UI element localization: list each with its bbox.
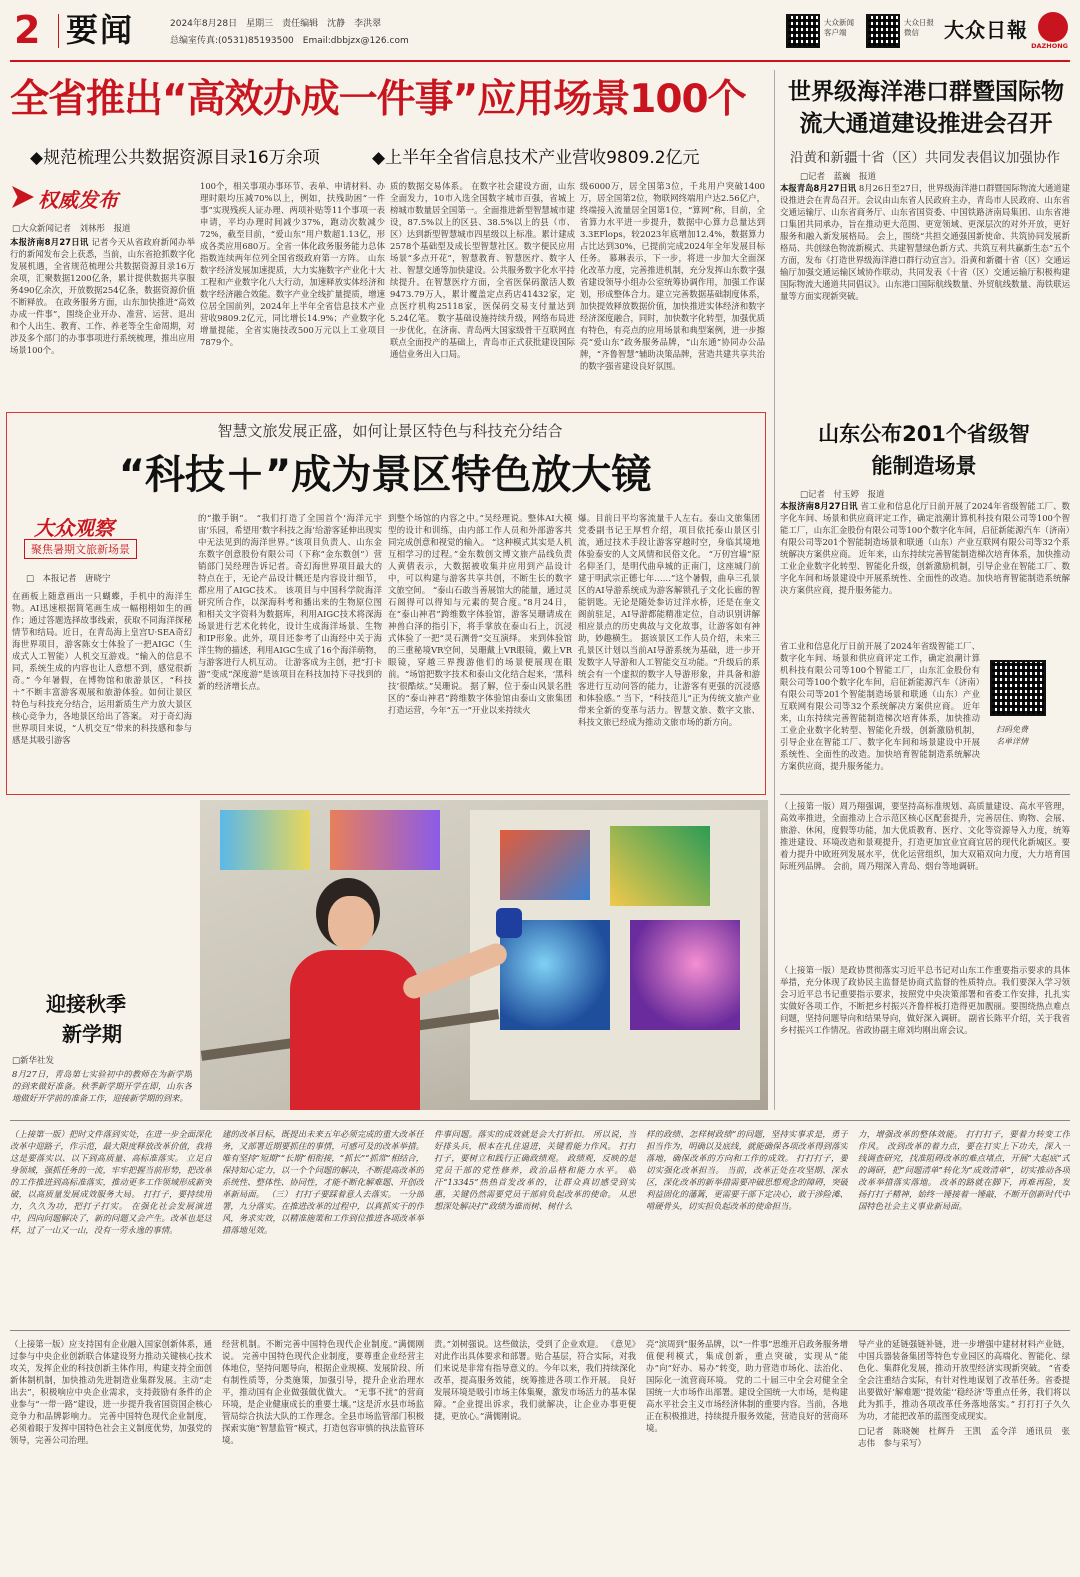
qr-caption-news-app: 大众新闻 客户端 [824,18,854,37]
right-mid-byline: □记者 付玉婷 报道 [800,490,885,500]
bottom-continued-col-5 [858,1338,1070,1570]
right-mid-extra-2: （上接第一版）是政协贯彻落实习近平总书记对山东工作重要指示要求的具体举措，充分体现了政协民主监督是协商式监督的性质特点。我们要深入学习领会习近平总书记重要指示要求，按照党中央决策部署和省委工作安排，扎扎实实做好各项工作，不断把乡村振兴齐鲁样板打造得更加靓丽。要围绕热点难点问题，坚持问题导向和结果导向，做好深入调研。 副省长陈平介绍，关于我省乡村振兴工作情况。省政协副主席刘均刚出席会议。 [780,965,1070,1035]
lead-byline: □大众新闻记者 刘林彤 报道 [12,224,131,234]
news-photo [200,800,768,1110]
bottom-commentary-col-3: 件事问题。落实的成效就是会大打折扣。 所以说，当好排头兵，根本在扎住退进，关键看能力作风。 打打打子，要树立和践行正确政绩观。 政绩观，反映的是党员干部的党性修养，政治品格和能力水平。 临汗“13345”热热首发改革的，让群众真切感受到实惠，关键仍然需要党员干部肩负起改革的使命。 从思想深处解决打“政绩为谁而树、树什么 [434,1129,636,1211]
photo-artwork-2 [610,826,710,906]
photo-cloth [496,908,522,938]
photo-title-1: 迎接秋季 [46,992,126,1016]
feature-kicker: 智慧文旅发展正盛，如何让景区特色与科技充分结合 [217,422,563,440]
feature-col-2: 的“撒手锏”。 “我们打造了全国首个‘海洋元宇宙’乐园，希望用‘数字科技之海’给游客延伸出现实中无法见到的海洋世界。”该项目负责人、山东金东数字创意股份有限公司（下称“金东数创”）营销部门吴经理告诉记者。奇幻海世界项目最大的特点在于，无论产品设计概还是内容设计细节，都应用了AIGC技术。 该项目与中国科学院海洋研究所合作，以深海科考和播出来的生物原位图和相关文字资料为数据库，利用AIGC技术将深海场景进行艺术化转化，设计生成海洋场景、生物和IP形象。此外，项目还参考了山海经中关于海洋生物的描述，利用AIGC生成了16个海洋萌物，与游客进行人机互动。 让游客成为主创，把“打卡游”变成“深度游”是该项目在科技加持下寻找到的新的经济增长点。 [198,513,382,691]
bottom-rule-2 [10,1330,1070,1331]
bottom-commentary-col-1: （上接第一版）把时文件落到实处，在进一步全面深化改革中迎路子，作示范，最大限度释放改革价值，我将这是要落实以、以下到高质量、高标准落实。 立足自身领域，强抓任务的一流，牢牢把握当前形势，把改革的工作推进到高标准落实，推动更多工作领域形成新突破，以高质量发展成效服务大局。 打打子，要持续用力，久久为功，把打子打实。 在强化社会发展演进中，四向问题解决了，新的问题又会产生。改革也是这样，过了一山又一山，没有一劳永逸的事情。 [10,1129,212,1235]
right-column-divider [774,70,775,1110]
lead-col-4: 级6000万，居全国第3位，千兆用户突破1400万，居全国第2位，物联网终端用户达2.56亿户，终端接入流量居全国第1位，“算网”称，目前，全省算力水平进一步提升，数据中心算力总量达到3.3EFlops，较2023年底增加12.4%，数据算力占比达到30%，已提前完成2024年全年发展目标任务。 慕琳表示，下一步，将进一步加大全面深化改革力度，完善推进机制，充分发挥山东数字强省建设领导小组办公室统筹协调作用，加强工作谋划，形成整体合力。建立完善数据基础制度体系，加快提效释放数据价值，加快推进实体经济和数字经济深度融合，同时，加快数字化转型，加强优质有特色，有亮点的应用场景和典型案例，进一步擦亮“爱山东”政务服务品牌，“山东通”协同办公品牌，“齐鲁智慧”辅助决策品牌，营造共建共享共治的数字强省建设良好氛围。 [580,181,765,371]
right-top-subhead: 沿黄和新疆十省（区）共同发表倡议加强协作 [790,150,1060,166]
date-line: 2024年8月28日 星期三 责任编辑 沈静 李洪翠 [170,19,382,29]
column-badge-label: 权威发布 [38,188,118,212]
bottom-continued-col-4: 亮“滨周到”服务品牌，以“一件事”思维开启政务服务增值便利模式，集成创新，重点突破，实现从“能办”向“好办、易办”转变，助力营造市场化、法治化、国际化一流营商环境。 党的二十届三中全会对健全全国统一大市场作出部署。建设全国统一大市场，是构建高水平社会主义市场经济体制的重要内容。当前，各地正在积极推进，持续提升服务效能，营造良好的营商环境。 [646,1339,848,1433]
bottom-continued-col-1: （上接第一版）应支持国有企业融入国家创新体系，通过参与中央企业创新联合体建设努力推动关键核心技术攻关，发挥企业的科技创新主体作用，构建支持全面创新体制机制，加快推动先进制造业集群发展。主动“走出去”，积极响应中央企业需求，支持鼓励有条件的企业参与“一带一路”建设，进一步提升我省国资国企核心竞争力和品牌影响力。 完善中国特色现代企业制度，必须着眼于发挥中国特色社会主义制度优势，加强党的领导，完善公司治理。 [10,1339,212,1445]
qr-code-news-app[interactable] [786,14,820,48]
column-badge [12,184,140,210]
photo-caption: 8月27日，青岛第七实验初中的教师在为新学期的到来做好准备。秋季新学期开学在即，山东各地做好开学前的准备工作，迎接新学期的到来。 [12,1069,192,1103]
feature-col-4: 爆。目前日平均客流量千人左右。泰山文旅集团党委副书记王厚哲介绍，项目依托泰山景区引流，通过技术手段让游客穿越时空，身临其境地体验泰安的人文风情和民俗文化。 “万仞宫墙”原名仰圣门，是明代曲阜城的正南门，这座城门前建于明武宗正德七年……”这个暑假，曲阜三孔景区的AI导游系统成为游客解锁孔子文化长廊的智能钥匙。无论是随处参访过洋水桥，还是在奎文阁前驻足，AI导游都能精准定位，自动识别讲解相应景点的历史典故与文化故事，让游客如有神助，妙趣横生。 据该景区工作人员介绍，未来三孔景区计划以当前AI导游系统为基础，进一步开发数字人导游和人工智能交互功能。“升级后的系统会有一个虚拟的数字人导游形象，并具备和游客进行互动问答的能力，让游客有更强的沉浸感和体验感。” 当下，“科技范儿”正为传统文旅产业带来全新的变革与活力。智慧文旅、数字文旅、科技文旅已经成为推动文旅市场的新方向。 [578,513,760,727]
qr-caption-list-1: 扫码免费 [996,725,1028,734]
masthead-divider [58,14,59,48]
lead-col-1-text: 记者今天从省政府新闻办举行的新闻发布会上获悉，当前，山东省抢抓数字化发展机遇，全省规范梳理公共数据资源目录16万余项，汇聚数据1200亿条，累计提供数据共享服务490亿余次，开放数据254亿条，数据资源价值不断释放。 在政务服务方面，山东加快推进“高效办成一件事”，围绕企业开办、准营、运营、退出和个人出生、教育、工作、养老等全生命周期，对涉及多个部门的办事事项进行系统梳理，推出应用场景100个。 [10,237,195,355]
feature-col-3: 到整个场馆的内容之中。”吴经理说。整体AI大模型的设计和训练，由内部工作人员和外部游客共同完成创意和视觉的输入。 “这种模式其实是人机互相学习的过程。”金东数创文博文旅产品线负责人黄倩表示，大数据被收集并应用到产品设计中，可以构建与游客共享共创，不断生长的数字文旅空间。 “泰山石敢当善展馆大的能量，通过灵石阁得可以得知与元素的契合度。”8月24日，在“泰山神君”跨维数字体验馆，游客吴珊请成在神兽白泽的指引下，将手掌放在泰山石上，沉浸式体验了一把“灵石测骨”交互演绎。 来到体验馆的三重秘境VR空间，吴珊戴上VR眼镜，戴上VR眼镜，穿越三界搜游他们的场景便展现在眼前。“场馆把数字技术和泰山文化结合起来，‘黑科技’很酷炫。”吴珊说。 据了解，位于泰山风景名胜区的“泰山神君”跨维数字体验馆由泰山文旅集团打造运营，今年“五一”开业以来持续火 [388,513,572,715]
photo-byline: □新华社发 [12,1056,55,1066]
page-number: 2 [14,8,41,52]
bottom-commentary-col-2: 建的改革目标，既提出未来五年必须完成的重大改革任务，又部署近期要抓住的事情，可感可及的改革举措。 唯有坚持“短期”“长期”相衔接，“抓长”“抓常”相结合，保持知心定力，以一个个问题的解决，不断提高改革的系统性、整体性、协同性，才能不断化解难题、开创改革新局面。 （三） 打打子要踩着意人去落实。 一分部署，九分落实。在推进改革的过程中，以真抓实干的作风，务求实效，以精准施策和工作到位推进各项改革举措落地见效。 [222,1129,424,1235]
lead-col-3: 质的数据交易体系。 在数字社会建设方面，山东全面发力，10市入选全国数字城市百强，省城上榜城市数量居全国第一。全面推进新型智慧城市建设，87.5%以上的区县、38.5%以上的县（市、区）达到新型智慧城市四星级以上标准。累计建成2578个基础型及成长型智慧社区。数字便民应用场景“多点开花”，智慧教育、智慧医疗、数字人社、智慧交通等加快建设。公共服务数字化水平持续提升。在智慧医疗方面，全省医保码激活人数9473.79万人，累计覆盖定点药店41432家，定点医疗机构25118家，医保码交易支付量达到5.24亿笔。 数字基础设施持续升级，网络布局进一步优化，在济南、青岛两大国家级骨干互联网直联点全面投产的基础上，青岛市正式获批建设国际通信业务出入口局。 [390,181,575,359]
feature-badge-label: 大众观察 [34,516,114,540]
lead-dateline: 本报济南8月27日讯 [10,237,89,247]
right-mid-rule [780,794,1070,795]
feature-badge-sub: 聚焦暑期文旅新场景 [24,539,137,559]
newspaper-logo [944,10,1068,52]
photo-title-2: 新学期 [62,1022,122,1046]
qr-caption-list-2: 名单详情 [996,737,1028,746]
qr-code-list-details[interactable] [990,660,1046,716]
feature-badge [24,512,184,562]
photo-artwork-1 [500,830,590,900]
right-mid-body-b: 省工业和信息化厅日前开展了2024年省级智能工厂、数字化车间、场景和供应商评定工作，确定浪潮计算机科技有限公司等100个智能工厂，山东汇金股份有限公司等100个数字化车间，启征新能源汽车（济南）有限公司等201个智能制造场景和联通（山东）产业互联网有限公司等32个系统解决方案供应商。 近年来，山东持续完善智能制造梯次培育体系，加快推动工业企业数字化转型、智能化升级，创新激励机制，引导企业在智能工厂、数字化车间和场景建设中开展系统性、全面性的改造。加快培育智能制造系统解决方案供应商，提升服务能力。 [780,641,980,771]
lead-subhead-2: ◆上半年全省信息技术产业营收9809.2亿元 [372,148,700,168]
right-top-body-text: 8月26日至27日，世界级海洋港口群暨国际物流大通道建设推进会在青岛召开。会议由山东省人民政府主办，青岛市人民政府、山东省交通运输厅、山东省商务厅、山东省国资委、中国铁路济南局集团、山东省港口集团共同承办，旨在推动更大范围、更宽领域、更深层次的对外开放，更好服务和融入新发展格局。 会上，围绕“共担交通强国新使命、共筑协同发展新格局、共创绿色物流新模式、共建智慧绿色新方式、共筑互利共赢新生态”五个方面，发布《打造世界级海洋港口群行动宣言》。沿黄和新疆十省（区）交通运输厅加强交通运输区域协作联动，共同发表《十省（区）交通运输厅积极构建国际物流大通道共同倡议》。山东港口国际航线数量、外贸航线数量、海铁联运量等方面实现新突破。 [780,183,1070,301]
bottom-continued-col-5-text: 导产业的延链强链补链，进一步增强中建材材料产业链，中国兵器装备集团等特色专业园区的高端化、智能化、绿色化、集群化发展，推动开放型经济实现新突破。 “省委全会注重结合实际，有针对性地谋划了改革任务。省委提出要做好‘解难题’‘提效能’‘稳经济’等重点任务，我们将以此为抓手，推动各项改革任务落地落实。” 打打打子久久为功，才能把改革的蓝图变成现实。 [858,1339,1070,1421]
right-mid-body-text: 省工业和信息化厅日前开展了2024年省级智能工厂、数字化车间、场景和供应商评定工作，确定浪潮计算机科技有限公司等100个智能工厂，山东汇金股份有限公司等100个数字化车间，启征新能源汽车（济南）有限公司等201个智能制造场景和联通（山东）产业互联网有限公司等32个系统解决方案供应商。 近年来，山东持续完善智能制造梯次培育体系，加快推动工业企业数字化转型、智能化升级，创新激励机制，引导企业在智能工厂、数字化车间和场景建设中开展系统性、全面性的改造。加快培育智能制造系统解决方案供应商，提升服务能力。 [780,501,1070,595]
photo-person-face [328,896,374,950]
logo-emblem-icon [1038,12,1068,42]
logo-sub: DAZHONG [1031,42,1068,50]
right-mid-body-a [780,500,1070,640]
bottom-rule-1 [10,1120,1070,1121]
logo-text: 大众日報 [944,18,1028,42]
masthead-rule [10,60,1070,62]
bottom-commentary-col-4: 样的政绩、怎样树政绩”的问题，坚持实事求是，勇于担当作为，明确以及底线，就能确保各项改革得到落实落地，确保改革的方向和工作的成效。 打打打子，要切实强化改革担当。 当前，改革正处在攻坚期、深水区，深化改革的新举措需要冲破思想观念的障碍，突破利益固化的藩篱，更需要干部下定决心，敢于涉险滩、啃硬骨头，切实担负起改革的使命担当。 [646,1129,848,1211]
photo-person-body [290,950,420,1110]
lead-col-2: 100个，相关事项办事环节、表单、申请材料、办理时限均压减70%以上，例如，扶残助困“一件事”实现残疾人证办理、两项补贴等11个事项一表申请，平均办理时间减少37%，跑动次数减少72%，截至目前，“爱山东”用户数超1.13亿，形成各类应用680万。全省一体化政务服务能力总体指数连续两年位列全国省级政府第一方阵。 山东数字经济发展加速提质，大力实施数字产业化十大工程和产业数字化八大行动，加速释放实体经济和数字经济融合效能。数字产业全线扩量提质，增速位居全国前列，2024年上半年全省信息技术产业营收9809.2亿元，同比增长14.9%；产业数字化增量提能，全省实施技改500万元以上工业项目7879个。 [200,181,385,347]
right-top-byline: □记者 蓝巍 报道 [800,172,877,182]
section-title: 要闻 [66,11,135,49]
photo-artwork-5 [220,810,310,870]
right-mid-extra: （上接第一版）周乃翔强调，要坚持高标准规划、高质量建设、高水平管理，高效率推进，全面推动上合示范区核心区配套提升，完善居住、购物、会展、旅游、休闲，度假等功能，加大优质教育、医疗、文化等资源导入力度，统筹推进建设、环境改造和景观提升，打造更加宜业宜商宜居的现代化新城区。要着力提升中欧班列发展水平，优化运营组织，加大双箱双向力度，大力培育国际班列品牌。 会前，周乃翔深入青岛、烟台等地调研。 [780,801,1070,871]
qr-caption-wechat: 大众日报 微信 [904,18,934,37]
bottom-commentary-col-5: 力，增强改革的整体效能。 打打打子，要着力转变工作作风。 改到改革的着力点，要在打实上下功夫，深入一线调查研究，找准阻碍改革的难点堵点，开展“大起底”式的调研，把“问题清单”转化为“成效清单”，切实推动各项改革举措落实落地。 改革的路就在脚下，再难再险，发扬打打子精神，始终一锤接着一锤敲，不断开创新时代中国特色社会主义事业新局面。 [858,1129,1070,1211]
right-mid-headline: 山东公布201个省级智能制造场景 [818,422,1030,478]
feature-headline: “科技＋”成为景区特色放大镜 [118,452,652,498]
feature-byline: □ 本报记者 唐晓宁 [26,574,111,584]
contact-line: 总编室传真:(0531)85193500 Email:dbbjzx@126.com [170,36,409,46]
bottom-continued-col-3: 责。”刘树强说。这些做法，受到了企业欢迎。 《意见》对此作出具体要求和部署。贴合基层，符合实际，对我们来说是非常有指导意义的。今年以来，我们持续深化改革，提高服务效能，统筹推进各项工作开展。 良好发展环境是吸引市场主体集聚，激发市场活力的基本保障。“企业提出诉求，我们就解决，让企业办事更便捷，更放心。”满儒刚说。 [434,1339,636,1421]
right-top-headline: 世界级海洋港口群暨国际物流大通道建设推进会召开 [788,79,1064,137]
photo-artwork-6 [330,810,440,870]
lead-subhead-1: ◆规范梳理公共数据资源目录16万余项 [30,148,320,168]
badge-flag-icon [12,186,34,208]
right-top-dateline: 本报青岛8月27日讯 [780,183,857,193]
lead-headline: 全省推出“高效办成一件事”应用场景100个 [10,77,746,122]
feature-col-1: 在画板上随意画出一只蝴蝶，手机中的海洋生物。AI迅速根据简笔画生成一幅栩栩如生的画作；通过答题选择故事线索，获取不同海洋探秘情节和结局。近日，在青岛海上皇宫U·SEA奇幻海世界项目，游客陈女士体验了一把AIGC（生成式人工智能）人机交互游戏。“输入的信息不同，系统生成的内容也让人意想不到，感觉很新奇。” 今年暑假，在博物馆和旅游景区，“科技＋”不断丰富游客观展和旅游体验。如何让景区特色与科技充分结合，运用新质生产力放大景区核心竞争力，各地景区给出了答案。 对于奇幻海世界项目来说，“人机交互”带来的科技感和参与感是其吸引游客 [12,591,192,745]
photo-artwork-4 [630,920,740,1030]
lead-col-1 [10,236,195,402]
right-mid-dateline: 本报济南8月27日讯 [780,501,858,511]
bottom-continued-col-2: 经营机制。不断完善中国特色现代企业制度。”满儒刚说。 完善中国特色现代企业制度，要尊重企业经营主体地位，坚持问题导向，根据企业规模、发展阶段、所有制性质等，分类施策，加强引导，提升企业治理水平，推动国有企业做强做优做大。 “无事不扰”的营商环境，是企业健康成长的重要土壤。”这是沂水县市场监管局综合执法大队的工作理念。全县市场监管部门积极探索实施“智慧监管”模式，打造包容审慎的执法监管环境。 [222,1339,424,1445]
bottom-signature: □记者 陈晓婉 杜辉升 王凯 孟令洋 通讯员 张志伟 参与采写） [858,1427,1070,1449]
qr-code-wechat[interactable] [866,14,900,48]
right-top-body [780,182,1070,404]
